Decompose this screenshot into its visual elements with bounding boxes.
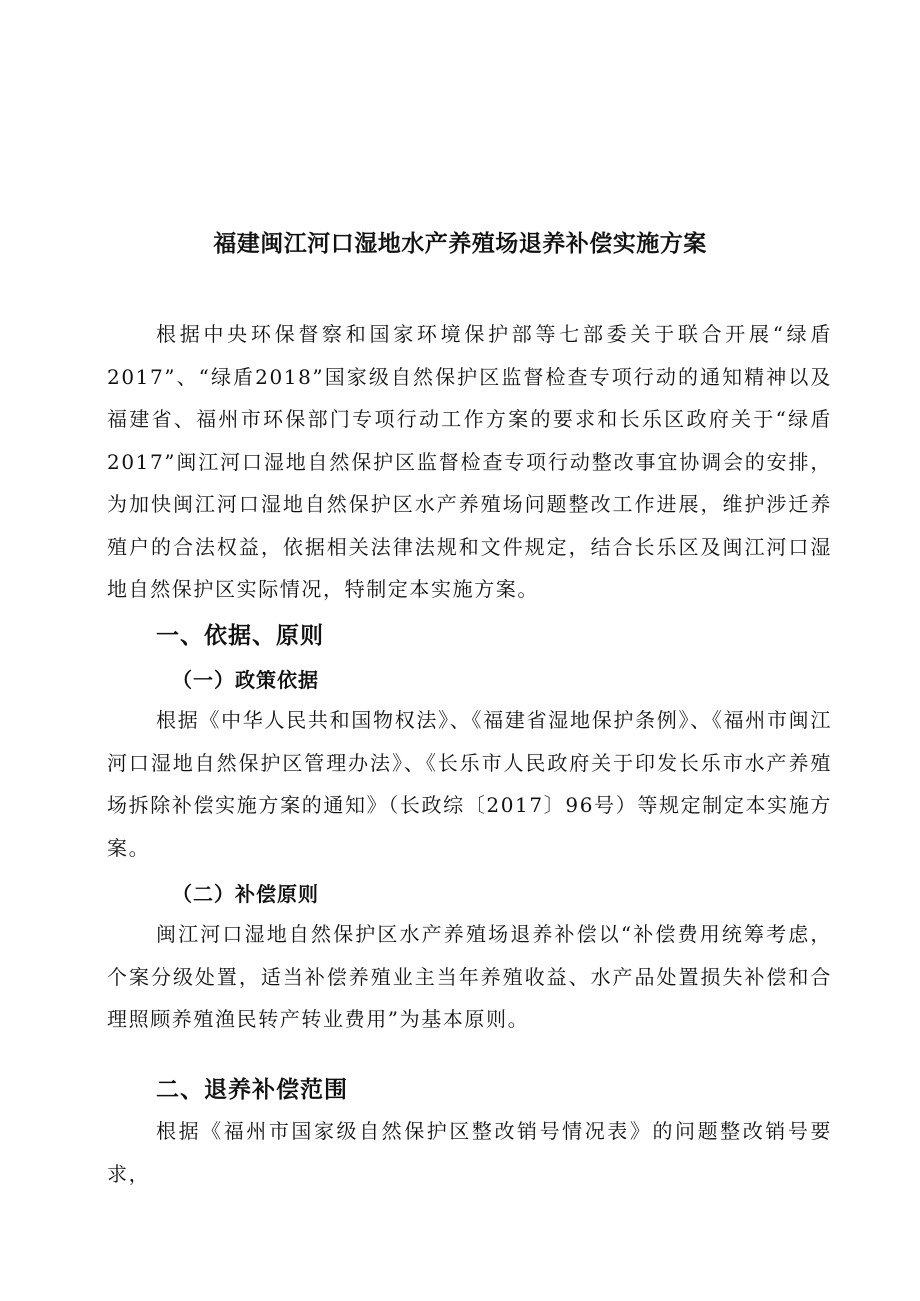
compensation-principles-paragraph: 闽江河口湿地自然保护区水产养殖场退养补偿以“补偿费用统筹考虑，个案分级处置，适当补偿养殖业主当年养殖收益、水产品处置损失补偿和合理照顾养殖渔民转产转业费用”为基本原则。 [107, 922, 832, 1031]
intro-paragraph: 根据中央环保督察和国家环境保护部等七部委关于联合开展“绿盾2017”、“绿盾2018”国家级自然保护区监督检查专项行动的通知精神以及福建省、福州市环保部门专项行动工作方案的要求和长乐区政府关于“绿盾2017”闽江河口湿地自然保护区监督检查专项行动整改事宜协调会的安排，为加快闽江河口湿地自然保护区水产养殖场问题整改工作进展，维护涉迁养殖户的合法权益，依据相关法律法规和文件规定，结合长乐区及闽江河口湿地自然保护区实际情况，特制定本实施方案。 [107, 322, 832, 601]
document-title: 福建闽江河口湿地水产养殖场退养补偿实施方案 [213, 231, 707, 257]
compensation-scope-paragraph: 根据《福州市国家级自然保护区整改销号情况表》的问题整改销号要求， [107, 1119, 832, 1186]
subsection-heading-policy-basis: （一）政策依据 [172, 668, 319, 692]
policy-basis-paragraph: 根据《中华人民共和国物权法》、《福建省湿地保护条例》、《福州市闽江河口湿地自然保护区管理办法》、《长乐市人民政府关于印发长乐市水产养殖场拆除补偿实施方案的通知》（长政综〔2017〕96号）等规定制定本实施方案。 [107, 708, 832, 860]
section-heading-compensation-scope: 二、退养补偿范围 [156, 1077, 348, 1103]
section-heading-basis-principles: 一、依据、原则 [156, 623, 324, 649]
subsection-heading-compensation-principles: （二）补偿原则 [172, 882, 319, 906]
